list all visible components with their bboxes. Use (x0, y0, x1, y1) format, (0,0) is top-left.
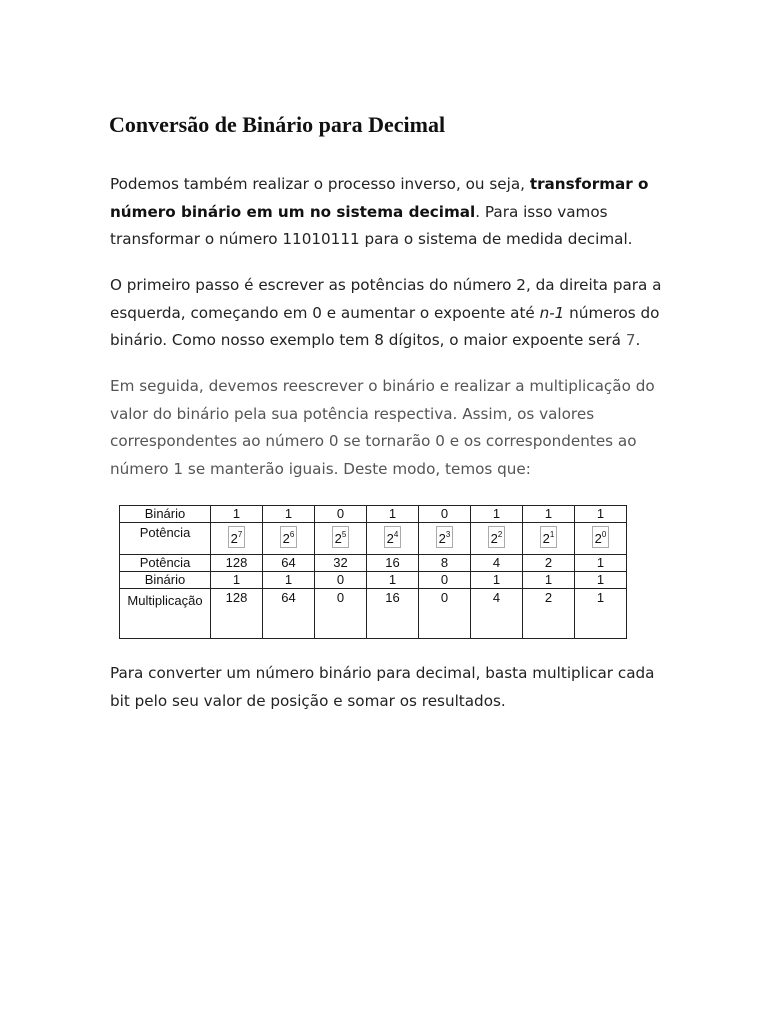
step-text-a: O primeiro passo é escrever as potências do número 2, da direita para a esquerda, começando em 0 e aumentar o expoente até (110, 276, 662, 322)
power-expression (488, 526, 506, 548)
table-cell: 1 (471, 506, 523, 523)
paragraph-first-step (110, 272, 670, 355)
table-cell: 0 (315, 589, 367, 639)
table-cell: 128 (211, 589, 263, 639)
page-title: Conversão de Binário para Decimal (109, 112, 446, 137)
table-cell: 1 (263, 506, 315, 523)
table-cell: 128 (211, 555, 263, 572)
power-expression (332, 526, 350, 548)
power-cell (211, 523, 263, 555)
table-cell: 2 (523, 555, 575, 572)
table-cell: 1 (523, 506, 575, 523)
table-cell: 32 (315, 555, 367, 572)
row-label: Multiplicação (120, 589, 211, 639)
power-cell (471, 523, 523, 555)
row-label: Binário (120, 506, 211, 523)
table-cell: 0 (419, 572, 471, 589)
table-cell: 0 (315, 572, 367, 589)
step-max-exponent: 7 (625, 331, 636, 349)
table-cell: 8 (419, 555, 471, 572)
table-cell: 16 (367, 555, 419, 572)
table-cell: 1 (575, 506, 627, 523)
power-exponent: 3 (445, 530, 451, 539)
table-cell: 16 (367, 589, 419, 639)
power-expression (592, 526, 610, 548)
table-cell: 0 (419, 506, 471, 523)
table-cell: 4 (471, 589, 523, 639)
power-expression (280, 526, 298, 548)
power-base: 2 (386, 531, 394, 546)
table-cell: 1 (575, 589, 627, 639)
power-base: 2 (542, 531, 550, 546)
power-base: 2 (230, 531, 238, 546)
row-label: Potência (120, 523, 211, 555)
power-base: 2 (594, 531, 602, 546)
step-italic-n-minus-1: n-1 (539, 303, 565, 322)
power-exponent: 2 (497, 530, 503, 539)
table-cell: 64 (263, 589, 315, 639)
table-cell: 1 (575, 555, 627, 572)
power-cell (315, 523, 367, 555)
table-cell: 1 (263, 572, 315, 589)
power-base: 2 (490, 531, 498, 546)
row-label: Potência (120, 555, 211, 572)
binary-row-2 (120, 572, 627, 589)
power-cell (523, 523, 575, 555)
power-exponent: 4 (393, 530, 399, 539)
table-cell: 2 (523, 589, 575, 639)
paragraph-second-step: Em seguida, devemos reescrever o binário e realizar a multiplicação do valor do binário pela sua potência respectiva. Assim, os valores correspondentes ao número 0 se tornarão 0 e os correspondentes ao número 1 se manterão iguais. Deste modo, temos que: (110, 377, 655, 478)
power-cell (263, 523, 315, 555)
power-base: 2 (334, 531, 342, 546)
power-exponent: 0 (601, 530, 607, 539)
table-cell: 1 (367, 572, 419, 589)
power-cell (419, 523, 471, 555)
power-expression (540, 526, 558, 548)
power-exponent: 6 (289, 530, 295, 539)
binary-row (120, 506, 627, 523)
power-notation-row (120, 523, 627, 555)
table-cell: 1 (367, 506, 419, 523)
paragraph-intro (110, 171, 670, 254)
table-cell: 1 (211, 572, 263, 589)
intro-bold-text: transformar o número binário em um no sistema decimal (110, 175, 649, 221)
power-exponent: 1 (549, 530, 555, 539)
table-cell: 1 (471, 572, 523, 589)
conversion-table-wrapper (119, 505, 627, 639)
power-expression (384, 526, 402, 548)
power-cell (367, 523, 419, 555)
power-expression (436, 526, 454, 548)
power-base: 2 (438, 531, 446, 546)
step-text-c: números do binário. Como nosso exemplo tem 8 dígitos, o maior expoente será (110, 303, 660, 349)
power-base: 2 (282, 531, 290, 546)
intro-text-a: Podemos também realizar o processo inverso, ou seja, (110, 175, 530, 193)
table-cell: 64 (263, 555, 315, 572)
multiplication-row (120, 589, 627, 639)
row-label: Binário (120, 572, 211, 589)
table-cell: 1 (523, 572, 575, 589)
table-cell: 1 (211, 506, 263, 523)
step-text-e: . (635, 331, 641, 349)
intro-text-c: . Para isso vamos transformar o número 11010111 para o sistema de medida decimal. (110, 202, 633, 248)
paragraph-conclusion: Para converter um número binário para decimal, basta multiplicar cada bit pelo seu valor de posição e somar os resultados. (110, 664, 655, 710)
power-value-row (120, 555, 627, 572)
power-exponent: 7 (237, 530, 243, 539)
power-cell (575, 523, 627, 555)
table-cell: 0 (419, 589, 471, 639)
table-cell: 4 (471, 555, 523, 572)
table-cell: 1 (575, 572, 627, 589)
power-expression (228, 526, 246, 548)
table-cell: 0 (315, 506, 367, 523)
conversion-table (119, 505, 627, 639)
power-exponent: 5 (341, 530, 347, 539)
